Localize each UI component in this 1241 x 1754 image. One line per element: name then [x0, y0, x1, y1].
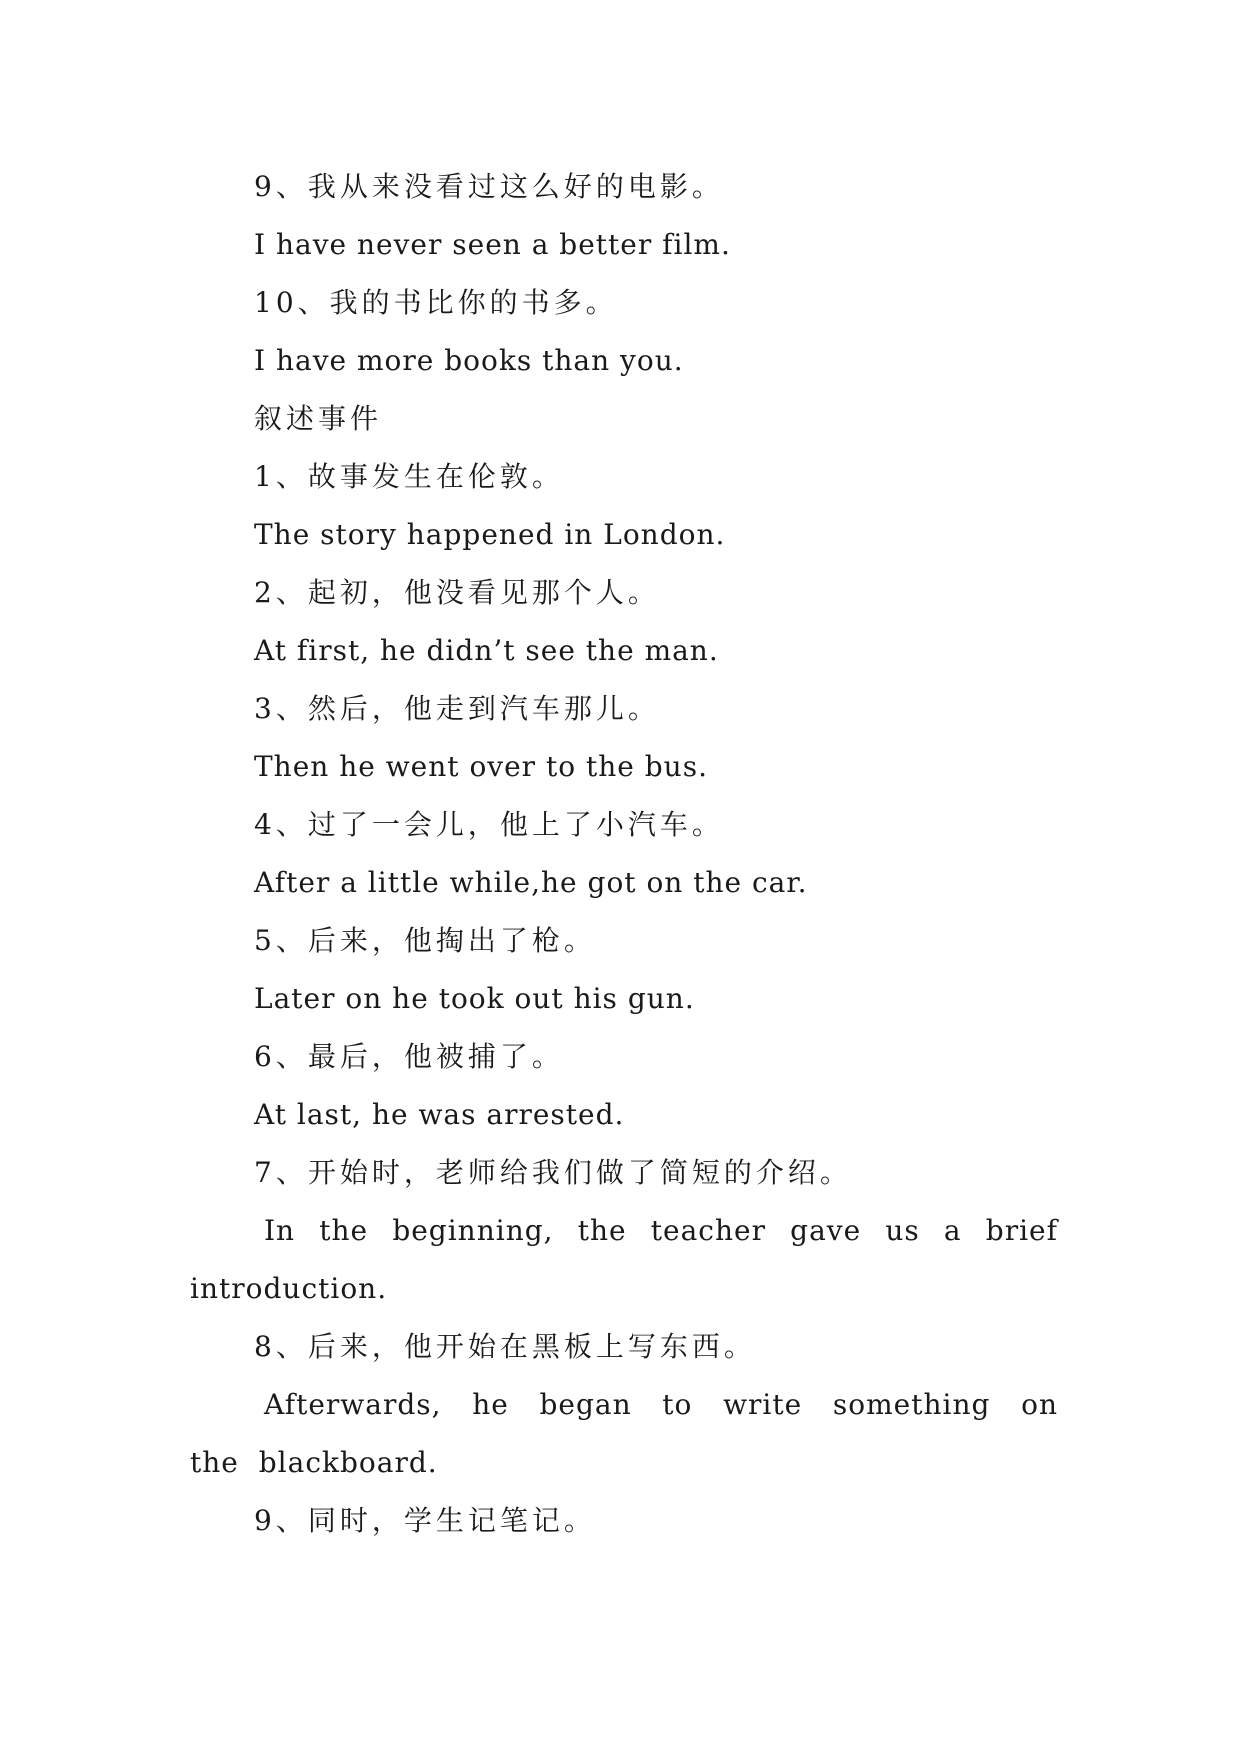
- english-line: After a little while,he got on the car.: [254, 866, 808, 899]
- chinese-line: 2、起初，他没看见那个人。: [254, 576, 660, 609]
- chinese-line: 6、最后，他被捕了。: [254, 1040, 564, 1073]
- chinese-line: 7、开始时，老师给我们做了简短的介绍。: [254, 1156, 852, 1189]
- chinese-line: 9、同时，学生记笔记。: [254, 1504, 596, 1537]
- chinese-line: 10、我的书比你的书多。: [254, 286, 618, 319]
- document-paragraph: Afterwards, he began to write something on the blackboard.: [190, 1388, 1058, 1479]
- english-line: Then he went over to the bus.: [254, 750, 708, 783]
- english-line: I have never seen a better film.: [254, 228, 731, 261]
- chinese-line: 9、我从来没看过这么好的电影。: [254, 170, 724, 203]
- chinese-line: 1、故事发生在伦敦。: [254, 460, 564, 493]
- document-body: [190, 158, 1058, 1550]
- english-line: The story happened in London.: [254, 518, 726, 551]
- document-paragraph: In the beginning, the teacher gave us a brief introduction.: [190, 1214, 1058, 1305]
- chinese-line: 5、后来，他掏出了枪。: [254, 924, 596, 957]
- english-line: At first, he didn’t see the man.: [254, 634, 719, 667]
- chinese-line: 3、然后，他走到汽车那儿。: [254, 692, 660, 725]
- english-line: At last, he was arrested.: [254, 1098, 625, 1131]
- chinese-line: 4、过了一会儿，他上了小汽车。: [254, 808, 724, 841]
- english-line: Later on he took out his gun.: [254, 982, 695, 1015]
- english-line: I have more books than you.: [254, 344, 684, 377]
- chinese-line: 叙述事件: [254, 402, 383, 435]
- chinese-line: 8、后来，他开始在黑板上写东西。: [254, 1330, 756, 1363]
